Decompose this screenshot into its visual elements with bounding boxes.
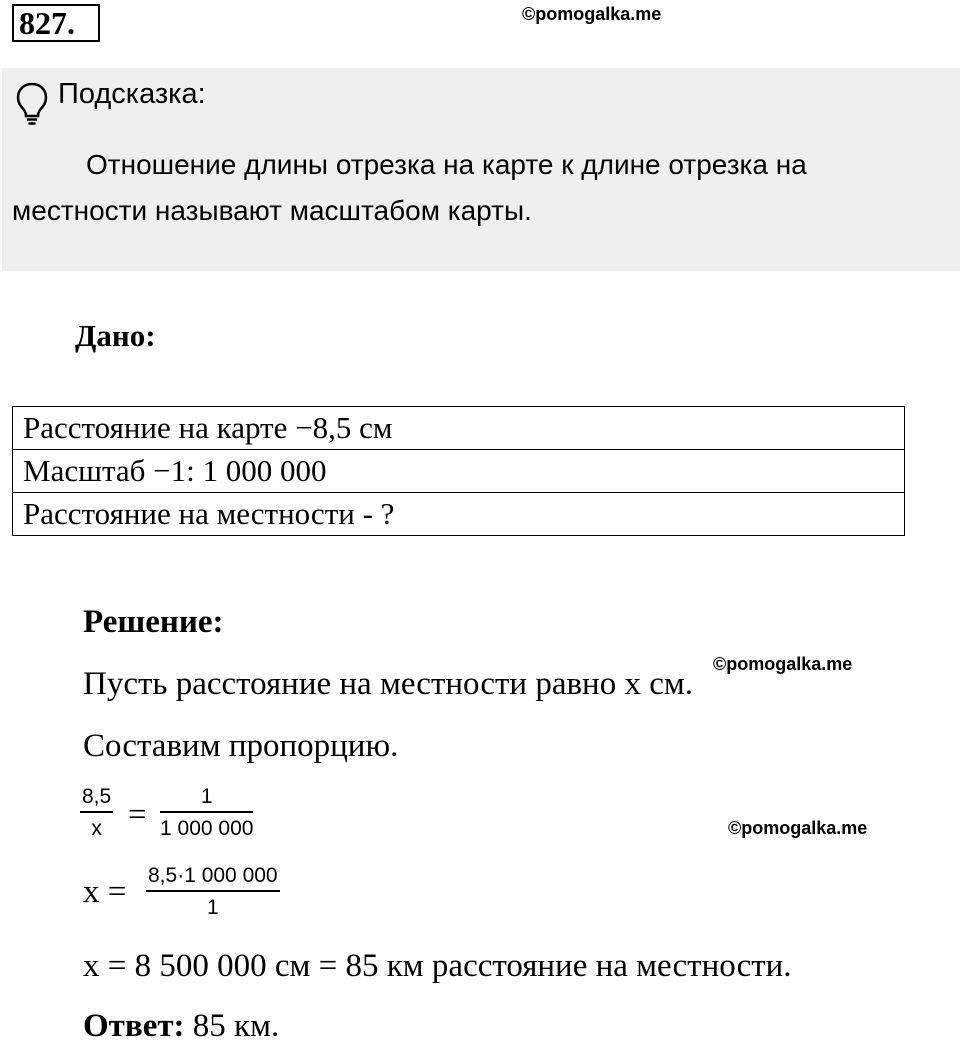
hint-box: [2, 68, 960, 271]
eq1-right-numerator: 1: [160, 785, 253, 813]
given-label: Дано:: [75, 318, 156, 353]
solution-line-3: x = 8 500 000 см = 85 км расстояние на местности.: [83, 948, 792, 984]
answer-value: 85 км.: [184, 1008, 280, 1044]
eq2-fraction: [146, 864, 280, 920]
hint-title: Подсказка:: [58, 78, 206, 110]
eq1-equals: =: [128, 797, 147, 833]
eq2-denominator: 1: [206, 896, 219, 919]
given-row-distance-ground: Расстояние на местности - ?: [13, 493, 905, 536]
eq2-lhs: x =: [83, 874, 127, 910]
given-row-scale: Масштаб −1: 1 000 000: [13, 450, 905, 493]
eq1-left-numerator: 8,5: [80, 785, 113, 813]
eq1-left-denominator: x: [91, 817, 102, 840]
answer-label: Ответ:: [83, 1008, 185, 1044]
solution-line-1: Пусть расстояние на местности равно x см.: [83, 666, 694, 702]
given-row-distance-map: Расстояние на карте −8,5 см: [13, 407, 905, 450]
watermark-top: ©pomogalka.me: [522, 4, 662, 24]
problem-number: 827.: [12, 4, 100, 42]
answer: [83, 1008, 279, 1045]
given-table: [12, 406, 905, 536]
watermark-middle: ©pomogalka.me: [713, 654, 853, 674]
table-row: [13, 493, 905, 536]
table-row: [13, 450, 905, 493]
watermark-lower: ©pomogalka.me: [728, 818, 868, 838]
eq1-left-fraction: [80, 785, 113, 841]
solution-label: Решение:: [83, 604, 224, 640]
table-row: [13, 407, 905, 450]
lightbulb-icon: [16, 82, 48, 126]
hint-text: Отношение длины отрезка на карте к длине отрезка на местности называют масштабом карты.: [12, 149, 807, 226]
solution-line-2: Составим пропорцию.: [83, 728, 399, 764]
eq2-numerator: 8,5·1 000 000: [146, 864, 280, 892]
eq1-right-fraction: [160, 785, 253, 841]
eq1-right-denominator: 1 000 000: [160, 817, 254, 840]
